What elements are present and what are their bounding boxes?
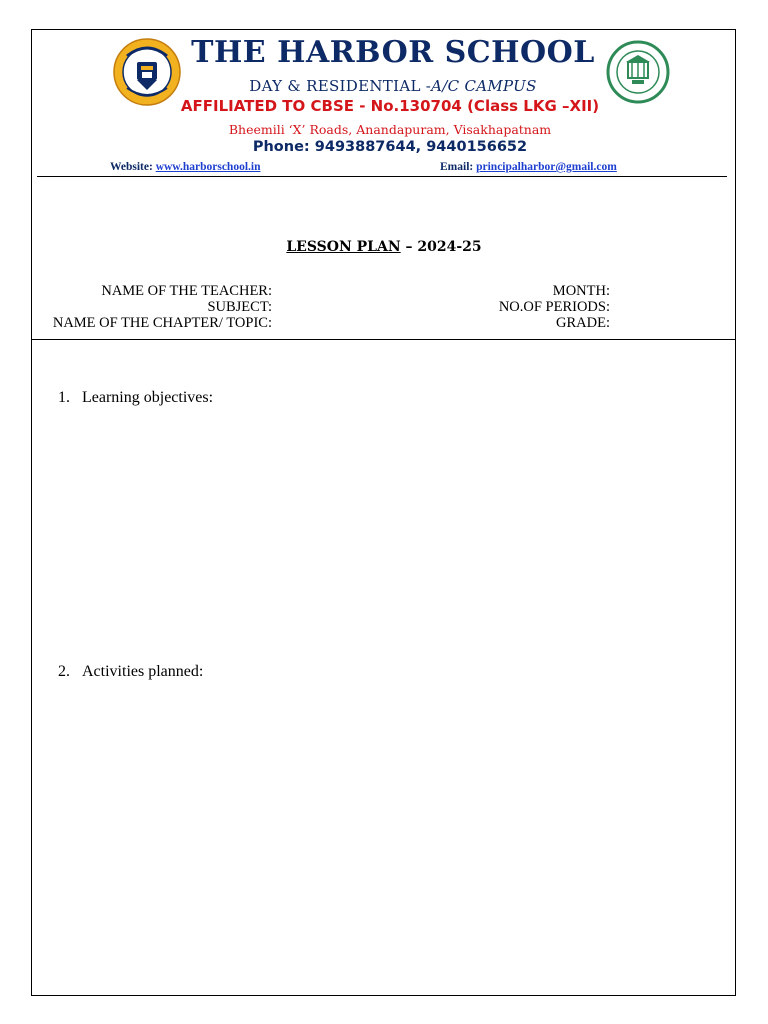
campus-prefix: DAY & RESIDENTIAL -: [249, 77, 432, 95]
lesson-plan-year: – 2024-25: [400, 239, 482, 255]
email-label: Email:: [440, 161, 474, 173]
header-divider: [37, 176, 727, 177]
campus-line: [188, 77, 598, 95]
email-link[interactable]: principalharbor@gmail.com: [476, 161, 617, 173]
lesson-plan-title: [200, 239, 568, 255]
chapter-field-label: NAME OF THE CHAPTER/ TOPIC:: [52, 315, 272, 331]
grade-field-label: GRADE:: [556, 315, 610, 331]
lesson-plan-label: LESSON PLAN: [286, 239, 401, 255]
email-row: [440, 161, 617, 173]
fields-divider: [31, 339, 736, 340]
section-label: Learning objectives:: [82, 389, 214, 406]
page-border: [31, 29, 736, 996]
section-activities-planned: [58, 663, 203, 681]
section-label: Activities planned:: [82, 663, 204, 680]
address-line: Bheemili ‘X’ Roads, Anandapuram, Visakhapatnam: [228, 122, 552, 137]
cbse-logo-icon: [606, 40, 670, 104]
subject-field-label: SUBJECT:: [207, 299, 272, 315]
periods-field-label: NO.OF PERIODS:: [498, 299, 610, 315]
teacher-field-label: NAME OF THE TEACHER:: [101, 283, 272, 299]
section-number: 1.: [58, 389, 70, 406]
website-label: Website:: [110, 161, 153, 173]
section-learning-objectives: [58, 389, 213, 407]
phone-line: Phone: 9493887644, 9440156652: [252, 139, 528, 155]
month-field-label: MONTH:: [552, 283, 610, 299]
section-number: 2.: [58, 663, 70, 680]
school-name: THE HARBOR SCHOOL: [191, 35, 595, 70]
website-link[interactable]: www.harborschool.in: [155, 161, 261, 173]
affiliation-line: AFFILIATED TO CBSE - No.130704 (Class LKG –XII): [180, 97, 600, 115]
website-row: [110, 161, 260, 173]
school-logo-icon: [113, 38, 181, 106]
campus-suffix: A/C CAMPUS: [431, 77, 537, 95]
